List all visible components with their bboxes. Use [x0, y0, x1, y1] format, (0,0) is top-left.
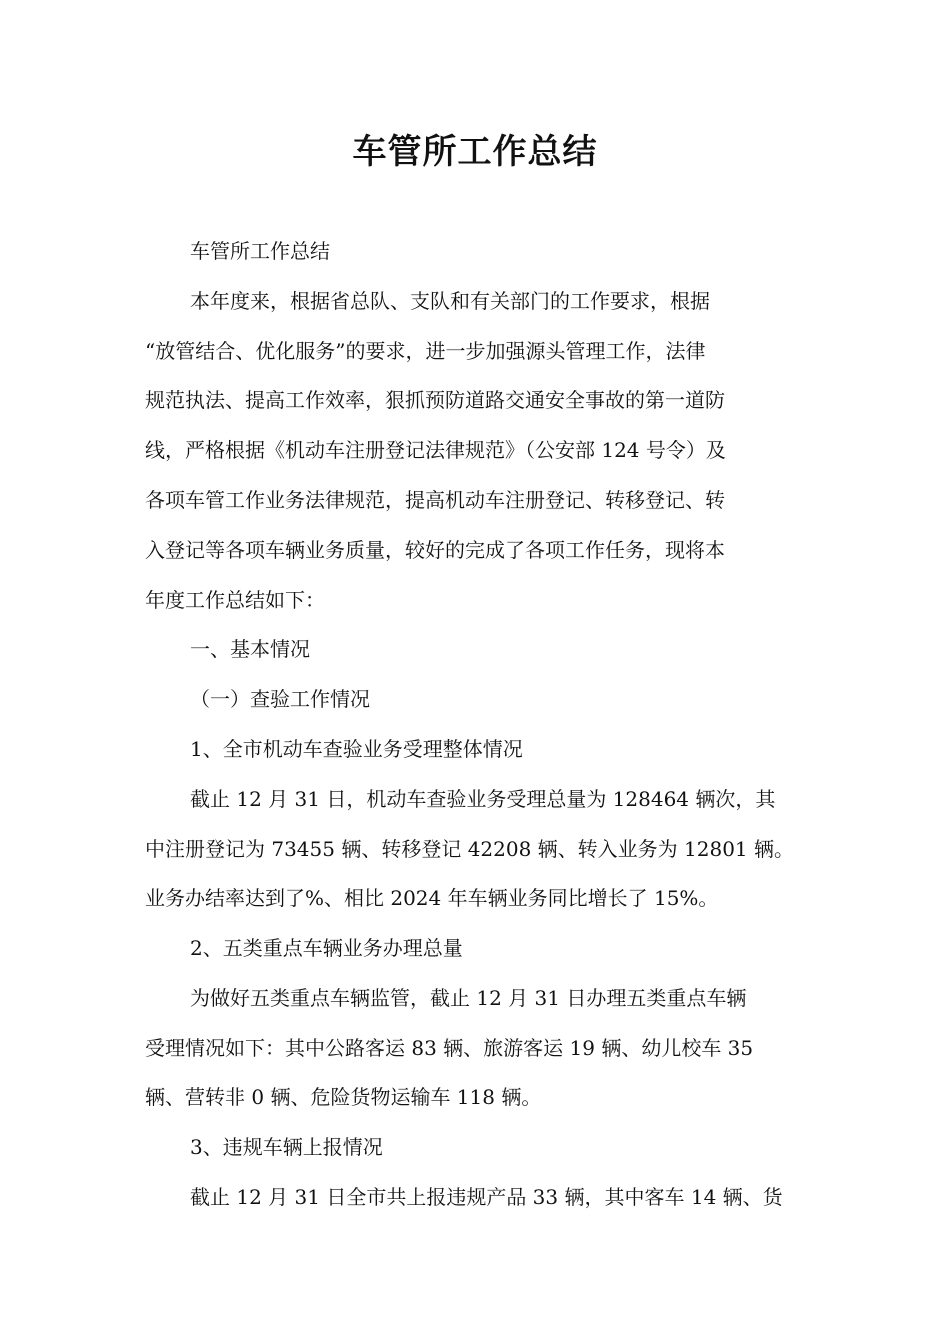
subsection-heading: （一）查验工作情况 — [190, 687, 370, 711]
paragraph-line: 年度工作总结如下： — [145, 588, 325, 612]
item-heading: 2、五类重点车辆业务办理总量 — [190, 936, 463, 960]
paragraph-line: 中注册登记为 73455 辆、转移登记 42208 辆、转入业务为 12801 辆。 — [145, 837, 795, 861]
paragraph-line: 截止 12 月 31 日全市共上报违规产品 33 辆，其中客车 14 辆、货 — [190, 1185, 783, 1209]
subtitle-line: 车管所工作总结 — [190, 239, 330, 263]
paragraph-line: 为做好五类重点车辆监管，截止 12 月 31 日办理五类重点车辆 — [190, 986, 747, 1010]
paragraph-line: 受理情况如下：其中公路客运 83 辆、旅游客运 19 辆、幼儿校车 35 — [145, 1036, 754, 1060]
paragraph-line: 入登记等各项车辆业务质量，较好的完成了各项工作任务，现将本 — [145, 538, 725, 562]
paragraph-line: 业务办结率达到了%、相比 2024 年车辆业务同比增长了 15%。 — [145, 886, 719, 910]
paragraph-line: 本年度来，根据省总队、支队和有关部门的工作要求，根据 — [190, 289, 710, 313]
section-heading: 一、基本情况 — [190, 637, 310, 661]
item-heading: 3、违规车辆上报情况 — [190, 1135, 383, 1159]
paragraph-line: 截止 12 月 31 日，机动车查验业务受理总量为 128464 辆次，其 — [190, 787, 776, 811]
item-heading: 1、全市机动车查验业务受理整体情况 — [190, 737, 523, 761]
document-title: 车管所工作总结 — [352, 132, 598, 172]
paragraph-line: 规范执法、提高工作效率，狠抓预防道路交通安全事故的第一道防 — [145, 388, 725, 412]
paragraph-line: 线，严格根据《机动车注册登记法律规范》（公安部 124 号令）及 — [145, 438, 726, 462]
paragraph-line: 辆、营转非 0 辆、危险货物运输车 118 辆。 — [145, 1085, 542, 1109]
paragraph-line: 各项车管工作业务法律规范，提高机动车注册登记、转移登记、转 — [145, 488, 725, 512]
paragraph-line: “放管结合、优化服务”的要求，进一步加强源头管理工作，法律 — [145, 339, 706, 363]
